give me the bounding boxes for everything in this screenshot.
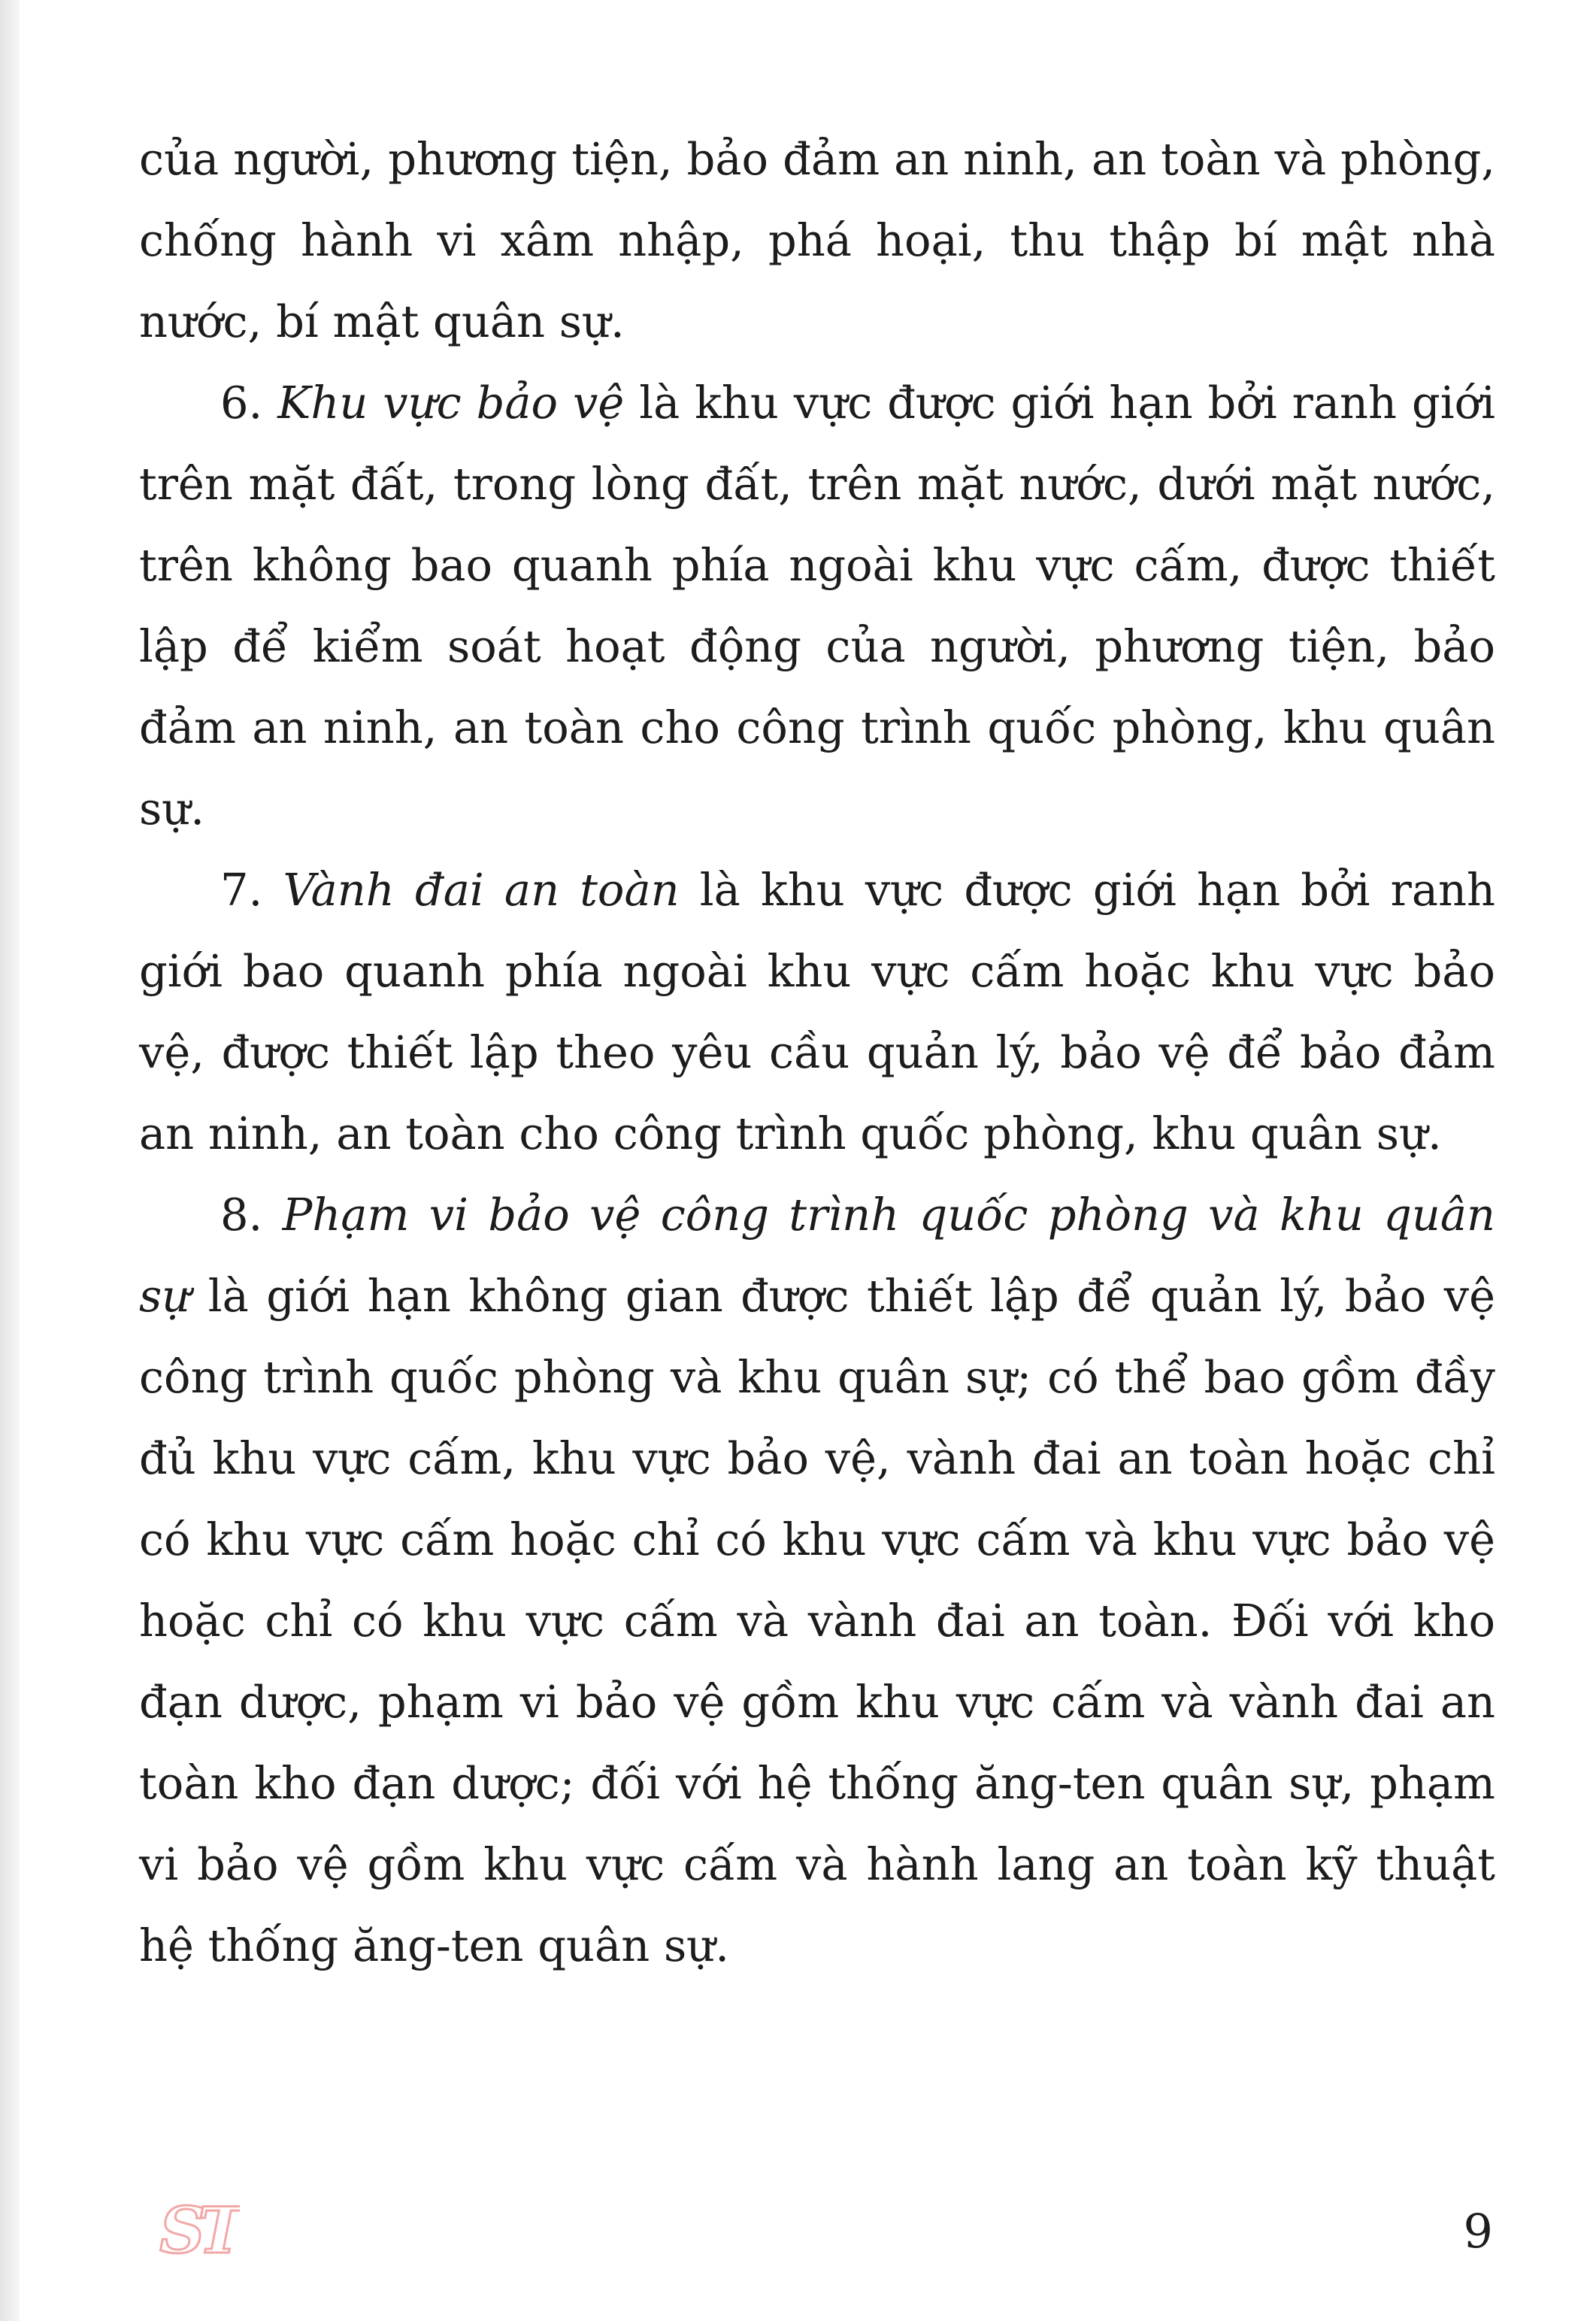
paragraph-definition-8	[139, 1174, 1495, 1986]
clause-number: 8.	[220, 1189, 283, 1241]
paragraph-definition-7	[139, 850, 1495, 1174]
defined-term: Phạm vi bảo vệ công trình quốc phòng và khu quân sự	[139, 1189, 1496, 1322]
paragraph-text: của người, phương tiện, bảo đảm an ninh, an toàn và phòng, chống hành vi xâm nhập, phá hoại, thu thập bí mật nhà nước, bí mật quân sự.	[139, 133, 1495, 347]
definition-text: là khu vực được giới hạn bởi ranh giới bao quanh phía ngoài khu vực cấm hoặc khu vực bảo vệ, được thiết lập theo yêu cầu quản lý, bảo vệ để bảo đảm an ninh, an toàn cho công trình quốc phòng, khu quân sự.	[139, 864, 1495, 1159]
page-number: 9	[1463, 2204, 1493, 2259]
paragraph-continuation	[139, 119, 1495, 362]
publisher-logo-icon	[157, 2198, 240, 2263]
logo-lettering: ST	[159, 2198, 238, 2263]
paragraph-definition-6	[139, 362, 1495, 850]
defined-term: Vành đai an toàn	[283, 864, 680, 916]
clause-number: 6.	[220, 377, 278, 429]
book-page	[20, 0, 1596, 2321]
clause-number: 7.	[220, 864, 283, 916]
defined-term: Khu vực bảo vệ	[277, 377, 625, 429]
page-edge-shadow	[0, 0, 20, 2321]
page-body-text	[139, 119, 1495, 1986]
definition-text: là khu vực được giới hạn bởi ranh giới trên mặt đất, trong lòng đất, trên mặt nước, dưới mặt nước, trên không bao quanh phía ngoài khu vực cấm, được thiết lập để kiểm soát hoạt động của người, phương tiện, bảo đảm an ninh, an toàn cho công trình quốc phòng, khu quân sự.	[139, 377, 1495, 835]
definition-text: là giới hạn không gian được thiết lập để quản lý, bảo vệ công trình quốc phòng và khu quân sự; có thể bao gồm đầy đủ khu vực cấm, khu vực bảo vệ, vành đai an toàn hoặc chỉ có khu vực cấm hoặc chỉ có khu vực cấm và khu vực bảo vệ hoặc chỉ có khu vực cấm và vành đai an toàn. Đối với kho đạn dược, phạm vi bảo vệ gồm khu vực cấm và vành đai an toàn kho đạn dược; đối với hệ thống ăng-ten quân sự, phạm vi bảo vệ gồm khu vực cấm và hành lang an toàn kỹ thuật hệ thống ăng-ten quân sự.	[139, 1270, 1495, 1971]
